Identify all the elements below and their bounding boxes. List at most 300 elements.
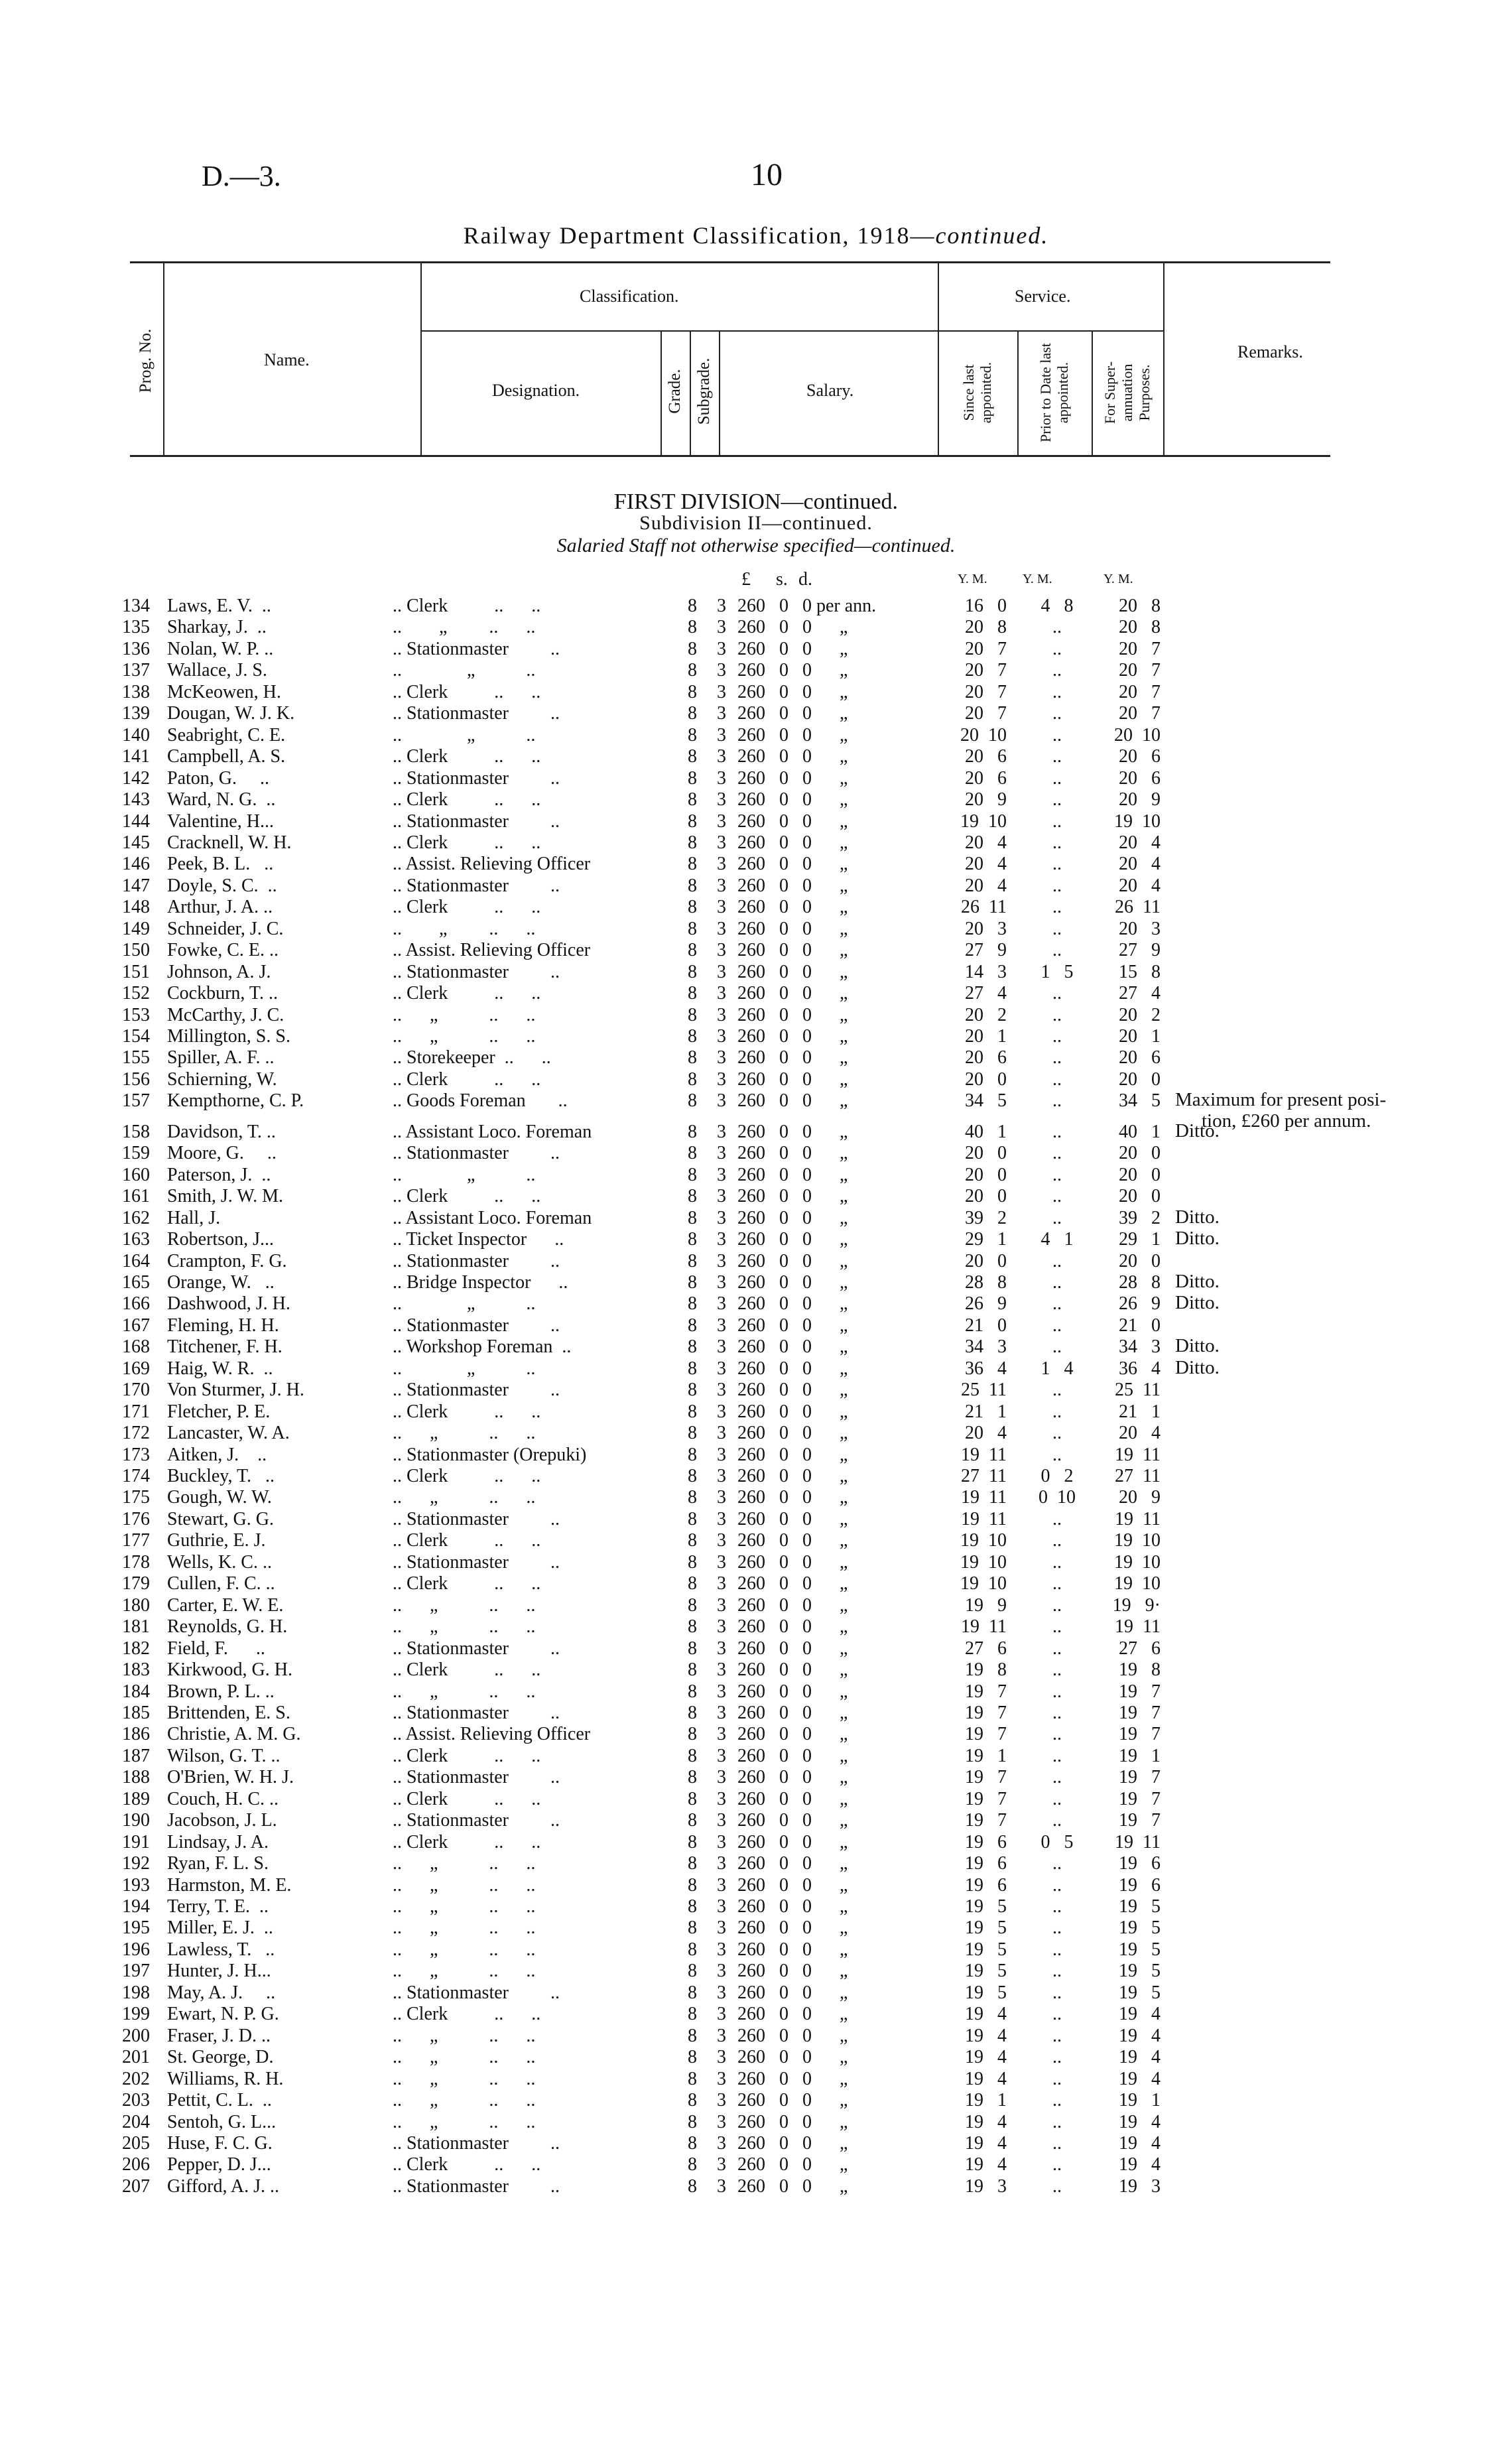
cell-name: Brown, P. L. ..: [167, 1681, 275, 1702]
cell-name: Wells, K. C. ..: [167, 1551, 272, 1573]
cell-grade: 8: [688, 1336, 697, 1358]
cell-name: Cockburn, T. ..: [167, 983, 278, 1004]
cell-salary: 260 0 0 „: [737, 789, 848, 810]
cell-grade: 8: [688, 1831, 697, 1852]
cell-designation: .. Ticket Inspector ..: [393, 1229, 564, 1250]
cell-designation: .. Clerk .. ..: [393, 897, 541, 918]
cell-salary: 260 0 0 „: [737, 961, 848, 982]
cell-since-last: 19 1: [965, 1745, 1007, 1766]
cell-salary: 260 0 0 „: [737, 1745, 848, 1766]
cell-subgrade: 3: [717, 1724, 726, 1745]
cell-grade: 8: [688, 1961, 697, 1982]
header-service: Service.: [1015, 287, 1071, 306]
cell-designation: .. Clerk .. ..: [393, 1466, 541, 1486]
cell-since-last: 19 10: [960, 1573, 1007, 1594]
cell-grade: 8: [688, 681, 697, 702]
cell-prog-no: 191: [122, 1831, 150, 1852]
cell-prog-no: 167: [122, 1315, 150, 1336]
cell-designation: .. „ .. ..: [393, 1939, 536, 1960]
cell-salary: 260 0 0 „: [737, 1423, 848, 1444]
cell-prog-no: 142: [122, 767, 150, 789]
cell-since-last: 19 7: [965, 1767, 1007, 1788]
cell-name: Von Sturmer, J. H.: [167, 1380, 304, 1401]
cell-grade: 8: [688, 2025, 697, 2046]
cell-salary: 260 0 0 „: [737, 617, 848, 638]
cell-prog-no: 180: [122, 1594, 150, 1616]
cell-prior-to-date: ..: [1052, 2154, 1062, 2175]
cell-designation: .. Clerk .. ..: [393, 2004, 541, 2025]
cell-superannuation: 19 7: [1119, 1767, 1161, 1788]
cell-superannuation: 20 4: [1119, 875, 1161, 896]
cell-superannuation: 20 0: [1119, 1143, 1161, 1164]
cell-superannuation: 15 8: [1119, 961, 1161, 982]
cell-grade: 8: [688, 1659, 697, 1681]
cell-superannuation: 19 11: [1115, 1444, 1161, 1465]
cell-salary: 260 0 0 „: [737, 1315, 848, 1336]
cell-designation: .. Assist. Relieving Officer: [393, 1724, 591, 1745]
cell-name: Gifford, A. J. ..: [167, 2175, 280, 2197]
cell-name: Carter, E. W. E.: [167, 1594, 284, 1616]
cell-grade: 8: [688, 1487, 697, 1508]
cell-since-last: 20 6: [965, 746, 1007, 767]
cell-prog-no: 164: [122, 1250, 150, 1271]
cell-prog-no: 162: [122, 1207, 150, 1228]
cell-superannuation: 39 2: [1119, 1207, 1161, 1228]
cell-prior-to-date: ..: [1052, 854, 1062, 875]
cell-superannuation: 21 0: [1119, 1315, 1161, 1336]
cell-prior-to-date: ..: [1052, 2111, 1062, 2132]
cell-superannuation: 27 6: [1119, 1638, 1161, 1659]
cell-name: McKeowen, H.: [167, 681, 281, 702]
cell-prog-no: 186: [122, 1724, 150, 1745]
cell-since-last: 20 4: [965, 875, 1007, 896]
cell-subgrade: 3: [717, 2090, 726, 2111]
cell-designation: .. Stationmaster ..: [393, 1982, 560, 2003]
cell-subgrade: 3: [717, 1551, 726, 1573]
cell-superannuation: 19 1: [1119, 1745, 1161, 1766]
classification-rule: [420, 330, 938, 332]
cell-superannuation: 26 9: [1119, 1293, 1161, 1315]
cell-salary: 260 0 0 „: [737, 1551, 848, 1573]
cell-designation: .. Clerk .. ..: [393, 789, 541, 810]
cell-prior-to-date: ..: [1052, 1702, 1062, 1723]
cell-subgrade: 3: [717, 1466, 726, 1486]
cell-superannuation: 19 10: [1114, 1551, 1161, 1573]
cell-designation: .. Clerk .. ..: [393, 983, 541, 1004]
cell-prog-no: 155: [122, 1047, 150, 1068]
cell-designation: .. „ .. ..: [393, 918, 536, 939]
cell-prog-no: 190: [122, 1810, 150, 1831]
cell-grade: 8: [688, 660, 697, 681]
cell-grade: 8: [688, 1293, 697, 1315]
cell-salary: 260 0 0 „: [737, 1767, 848, 1788]
cell-subgrade: 3: [717, 1229, 726, 1250]
cell-name: Orange, W. ..: [167, 1271, 275, 1293]
cell-since-last: 19 7: [965, 1724, 1007, 1745]
cell-prior-to-date: ..: [1052, 810, 1062, 832]
cell-prog-no: 174: [122, 1466, 150, 1486]
cell-grade: 8: [688, 983, 697, 1004]
cell-superannuation: 19 11: [1115, 1508, 1161, 1529]
cell-designation: .. Clerk .. ..: [393, 681, 541, 702]
cell-salary: 260 0 0 „: [737, 1358, 848, 1379]
cell-salary: 260 0 0 „: [737, 2154, 848, 2175]
cell-since-last: 19 11: [961, 1508, 1007, 1529]
cell-name: Fraser, J. D. ..: [167, 2025, 271, 2046]
cell-prior-to-date: ..: [1052, 1551, 1062, 1573]
cell-name: Christie, A. M. G.: [167, 1724, 301, 1745]
cell-prior-to-date: ..: [1052, 703, 1062, 724]
cell-prog-no: 171: [122, 1401, 150, 1422]
cell-grade: 8: [688, 832, 697, 853]
cell-name: Hall, J.: [167, 1207, 221, 1228]
remark-text: Maximum for present posi-: [1175, 1089, 1387, 1111]
cell-subgrade: 3: [717, 703, 726, 724]
cell-prog-no: 178: [122, 1551, 150, 1573]
cell-prior-to-date: ..: [1052, 1874, 1062, 1896]
cell-subgrade: 3: [717, 2175, 726, 2197]
cell-prior-to-date: ..: [1052, 2047, 1062, 2068]
cell-designation: .. Clerk .. ..: [393, 832, 541, 853]
cell-since-last: 20 6: [965, 767, 1007, 789]
header-classification: Classification.: [580, 287, 679, 306]
cell-prior-to-date: ..: [1052, 1681, 1062, 1702]
cell-grade: 8: [688, 1026, 697, 1047]
cell-subgrade: 3: [717, 1444, 726, 1465]
cell-grade: 8: [688, 1186, 697, 1207]
cell-grade: 8: [688, 2090, 697, 2111]
cell-since-last: 19 10: [960, 1551, 1007, 1573]
cell-subgrade: 3: [717, 2132, 726, 2154]
cell-prior-to-date: ..: [1052, 2175, 1062, 2197]
cell-salary: 260 0 0 „: [737, 1444, 848, 1465]
cell-subgrade: 3: [717, 746, 726, 767]
cell-since-last: 19 7: [965, 1681, 1007, 1702]
remark-text: Ditto.: [1175, 1120, 1220, 1141]
cell-prog-no: 141: [122, 746, 150, 767]
cell-grade: 8: [688, 746, 697, 767]
cell-grade: 8: [688, 1939, 697, 1960]
cell-prog-no: 170: [122, 1380, 150, 1401]
cell-prior-to-date: ..: [1052, 918, 1062, 939]
cell-since-last: 20 9: [965, 789, 1007, 810]
title-continued: continued.: [935, 222, 1049, 249]
col-divider: [420, 261, 422, 457]
cell-superannuation: 20 2: [1119, 1004, 1161, 1025]
cell-salary: 260 0 0 „: [737, 2090, 848, 2111]
cell-salary: 260 0 0 „: [737, 1487, 848, 1508]
cell-prog-no: 140: [122, 724, 150, 745]
cell-subgrade: 3: [717, 1982, 726, 2003]
cell-designation: .. Stationmaster ..: [393, 1315, 560, 1336]
cell-superannuation: 20 7: [1119, 681, 1161, 702]
cell-since-last: 20 0: [965, 1250, 1007, 1271]
cell-since-last: 25 11: [961, 1380, 1007, 1401]
col-divider: [690, 330, 691, 457]
cell-superannuation: 34 3: [1119, 1336, 1161, 1358]
cell-superannuation: 27 11: [1115, 1466, 1161, 1486]
cell-name: Aitken, J. ..: [167, 1444, 267, 1465]
cell-designation: .. Stationmaster ..: [393, 1638, 560, 1659]
cell-prior-to-date: ..: [1052, 2004, 1062, 2025]
cell-grade: 8: [688, 1047, 697, 1068]
cell-since-last: 19 3: [965, 2175, 1007, 2197]
cell-prog-no: 188: [122, 1767, 150, 1788]
cell-since-last: 20 6: [965, 1047, 1007, 1068]
cell-prog-no: 146: [122, 854, 150, 875]
cell-name: Buckley, T. ..: [167, 1466, 275, 1486]
cell-since-last: 26 11: [961, 897, 1007, 918]
cell-grade: 8: [688, 1090, 697, 1112]
cell-salary: 260 0 0 „: [737, 2025, 848, 2046]
cell-designation: .. Stationmaster ..: [393, 875, 560, 896]
cell-name: Cullen, F. C. ..: [167, 1573, 275, 1594]
cell-designation: .. „ .. ..: [393, 1896, 536, 1917]
cell-superannuation: 19 5: [1119, 1896, 1161, 1917]
cell-grade: 8: [688, 2047, 697, 2068]
cell-grade: 8: [688, 875, 697, 896]
cell-superannuation: 20 6: [1119, 1047, 1161, 1068]
cell-superannuation: 40 1: [1119, 1121, 1161, 1142]
cell-salary: 260 0 0 „: [737, 746, 848, 767]
cell-prior-to-date: 4 8: [1040, 596, 1074, 616]
cell-superannuation: 20 7: [1119, 660, 1161, 681]
cell-salary: 260 0 0 „: [737, 854, 848, 875]
cell-salary: 260 0 0 „: [737, 1874, 848, 1896]
cell-subgrade: 3: [717, 1250, 726, 1271]
cell-salary: 260 0 0 „: [737, 1659, 848, 1681]
cell-superannuation: 20 0: [1119, 1068, 1161, 1090]
unit-shillings: s.: [776, 569, 788, 590]
cell-grade: 8: [688, 703, 697, 724]
cell-superannuation: 34 5: [1119, 1090, 1161, 1112]
cell-subgrade: 3: [717, 596, 726, 616]
cell-designation: .. „ .. ..: [393, 2068, 536, 2089]
cell-superannuation: 20 8: [1119, 617, 1161, 638]
cell-superannuation: 19 4: [1119, 2004, 1161, 2025]
remark-text: tion, £260 per annum.: [1202, 1110, 1371, 1132]
cell-prior-to-date: 0 5: [1040, 1831, 1074, 1852]
cell-prior-to-date: ..: [1052, 1616, 1062, 1638]
cell-subgrade: 3: [717, 983, 726, 1004]
cell-subgrade: 3: [717, 1573, 726, 1594]
cell-superannuation: 20 4: [1119, 1423, 1161, 1444]
cell-prog-no: 156: [122, 1068, 150, 1090]
cell-superannuation: 20 10: [1114, 724, 1161, 745]
cell-salary: 260 0 0 „: [737, 1250, 848, 1271]
cell-subgrade: 3: [717, 1896, 726, 1917]
cell-superannuation: 19 5: [1119, 1961, 1161, 1982]
cell-salary: 260 0 0 „: [737, 1702, 848, 1723]
cell-superannuation: 26 11: [1115, 897, 1161, 918]
cell-prog-no: 196: [122, 1939, 150, 1960]
cell-prior-to-date: ..: [1052, 1594, 1062, 1616]
cell-grade: 8: [688, 1207, 697, 1228]
cell-salary: 260 0 0 „: [737, 2111, 848, 2132]
cell-prior-to-date: ..: [1052, 1121, 1062, 1142]
cell-designation: .. Clerk .. ..: [393, 1788, 541, 1809]
cell-salary: 260 0 0 „: [737, 897, 848, 918]
cell-salary: 260 0 0 „: [737, 1271, 848, 1293]
cell-name: Williams, R. H.: [167, 2068, 284, 2089]
cell-subgrade: 3: [717, 1143, 726, 1164]
cell-name: Wallace, J. S.: [167, 660, 267, 681]
cell-salary: 260 0 0 „: [737, 1810, 848, 1831]
cell-prog-no: 207: [122, 2175, 150, 2197]
header-grade: Grade.: [666, 369, 684, 414]
cell-since-last: 19 5: [965, 1961, 1007, 1982]
cell-grade: 8: [688, 1810, 697, 1831]
cell-prior-to-date: ..: [1052, 1271, 1062, 1293]
cell-grade: 8: [688, 2175, 697, 2197]
header-prog-no: Prog. No.: [137, 328, 155, 393]
cell-designation: .. Clerk .. ..: [393, 1573, 541, 1594]
cell-superannuation: 20 4: [1119, 832, 1161, 853]
cell-name: Moore, G. ..: [167, 1143, 277, 1164]
cell-superannuation: 36 4: [1119, 1358, 1161, 1379]
cell-salary: 260 0 0 „: [737, 1380, 848, 1401]
cell-name: Johnson, A. J.: [167, 961, 271, 982]
cell-prior-to-date: ..: [1052, 1336, 1062, 1358]
cell-prog-no: 203: [122, 2090, 150, 2111]
cell-prog-no: 153: [122, 1004, 150, 1025]
cell-since-last: 19 4: [965, 2068, 1007, 2089]
cell-prog-no: 135: [122, 617, 150, 638]
cell-salary: 260 0 0 „: [737, 1004, 848, 1025]
cell-superannuation: 19 10: [1114, 1530, 1161, 1551]
cell-superannuation: 19 4: [1119, 2154, 1161, 2175]
cell-name: Robertson, J...: [167, 1229, 274, 1250]
cell-grade: 8: [688, 1874, 697, 1896]
unit-pound: £: [741, 569, 751, 590]
remark-text: Ditto.: [1175, 1270, 1220, 1292]
cell-name: Ward, N. G. ..: [167, 789, 276, 810]
cell-since-last: 19 5: [965, 1896, 1007, 1917]
cell-salary: 260 0 0 „: [737, 1896, 848, 1917]
header-salary: Salary.: [806, 381, 854, 400]
cell-prog-no: 136: [122, 638, 150, 659]
remark-text: Ditto.: [1175, 1206, 1220, 1228]
cell-name: St. George, D.: [167, 2047, 274, 2068]
cell-subgrade: 3: [717, 1638, 726, 1659]
cell-name: Laws, E. V. ..: [167, 596, 271, 616]
cell-grade: 8: [688, 1638, 697, 1659]
cell-subgrade: 3: [717, 2047, 726, 2068]
cell-prog-no: 192: [122, 1853, 150, 1874]
cell-superannuation: 20 8: [1119, 596, 1161, 616]
cell-salary: 260 0 0 „: [737, 1616, 848, 1638]
cell-prior-to-date: ..: [1052, 2068, 1062, 2089]
cell-since-last: 19 7: [965, 1810, 1007, 1831]
cell-since-last: 26 9: [965, 1293, 1007, 1315]
cell-salary: 260 0 0 „: [737, 1026, 848, 1047]
cell-superannuation: 21 1: [1119, 1401, 1161, 1422]
cell-since-last: 27 11: [961, 1466, 1007, 1486]
cell-salary: 260 0 0 „: [737, 2004, 848, 2025]
cell-salary: 260 0 0 „: [737, 1047, 848, 1068]
cell-since-last: 34 3: [965, 1336, 1007, 1358]
cell-prior-to-date: ..: [1052, 832, 1062, 853]
cell-subgrade: 3: [717, 961, 726, 982]
cell-prog-no: 143: [122, 789, 150, 810]
cell-prog-no: 137: [122, 660, 150, 681]
cell-designation: .. Clerk .. ..: [393, 2154, 541, 2175]
cell-grade: 8: [688, 918, 697, 939]
cell-prog-no: 168: [122, 1336, 150, 1358]
cell-subgrade: 3: [717, 1026, 726, 1047]
cell-salary: 260 0 0 „: [737, 810, 848, 832]
cell-subgrade: 3: [717, 875, 726, 896]
cell-prior-to-date: ..: [1052, 1508, 1062, 1529]
cell-designation: .. Stationmaster ..: [393, 703, 560, 724]
cell-salary: 260 0 0 „: [737, 1917, 848, 1939]
cell-prog-no: 169: [122, 1358, 150, 1379]
cell-prog-no: 182: [122, 1638, 150, 1659]
cell-prog-no: 148: [122, 897, 150, 918]
cell-superannuation: 27 9: [1119, 940, 1161, 961]
cell-prog-no: 179: [122, 1573, 150, 1594]
cell-name: Dougan, W. J. K.: [167, 703, 295, 724]
cell-since-last: 40 1: [965, 1121, 1007, 1142]
cell-grade: 8: [688, 2132, 697, 2154]
cell-grade: 8: [688, 1229, 697, 1250]
cell-name: Paterson, J. ..: [167, 1164, 271, 1185]
cell-salary: 260 0 0 „: [737, 1466, 848, 1486]
cell-salary: 260 0 0 „: [737, 1831, 848, 1852]
cell-subgrade: 3: [717, 2025, 726, 2046]
cell-prog-no: 161: [122, 1186, 150, 1207]
cell-prog-no: 201: [122, 2047, 150, 2068]
cell-prog-no: 172: [122, 1423, 150, 1444]
cell-salary: 260 0 0 „: [737, 2047, 848, 2068]
cell-name: Gough, W. W.: [167, 1487, 272, 1508]
cell-designation: .. „ .. ..: [393, 2111, 536, 2132]
cell-salary: 260 0 0 „: [737, 1143, 848, 1164]
cell-salary: 260 0 0 „: [737, 918, 848, 939]
remark-text: Ditto.: [1175, 1292, 1220, 1314]
cell-grade: 8: [688, 940, 697, 961]
col-divider: [1092, 330, 1093, 457]
cell-superannuation: 28 8: [1119, 1271, 1161, 1293]
cell-since-last: 20 4: [965, 1423, 1007, 1444]
cell-grade: 8: [688, 1745, 697, 1766]
cell-salary: 260 0 0 „: [737, 1207, 848, 1228]
cell-prog-no: 134: [122, 596, 150, 616]
cell-prior-to-date: ..: [1052, 1530, 1062, 1551]
cell-since-last: 19 4: [965, 2154, 1007, 2175]
unit-ym-prior: Y. M.: [1023, 572, 1052, 586]
cell-subgrade: 3: [717, 1380, 726, 1401]
cell-name: Ewart, N. P. G.: [167, 2004, 279, 2025]
page-title: [0, 222, 1512, 249]
cell-salary: 260 0 0 „: [737, 1724, 848, 1745]
cell-designation: .. Assist. Relieving Officer: [393, 940, 591, 961]
cell-grade: 8: [688, 1380, 697, 1401]
cell-designation: .. Assist. Relieving Officer: [393, 854, 591, 875]
cell-grade: 8: [688, 724, 697, 745]
cell-subgrade: 3: [717, 1810, 726, 1831]
cell-designation: .. Stationmaster ..: [393, 2175, 560, 2197]
cell-prog-no: 158: [122, 1121, 150, 1142]
cell-designation: .. Stationmaster ..: [393, 1767, 560, 1788]
cell-grade: 8: [688, 1702, 697, 1723]
cell-prog-no: 152: [122, 983, 150, 1004]
cell-name: Huse, F. C. G.: [167, 2132, 273, 2154]
cell-superannuation: 19 10: [1114, 810, 1161, 832]
cell-prog-no: 206: [122, 2154, 150, 2175]
cell-prior-to-date: ..: [1052, 1186, 1062, 1207]
cell-designation: .. Stationmaster ..: [393, 1702, 560, 1723]
